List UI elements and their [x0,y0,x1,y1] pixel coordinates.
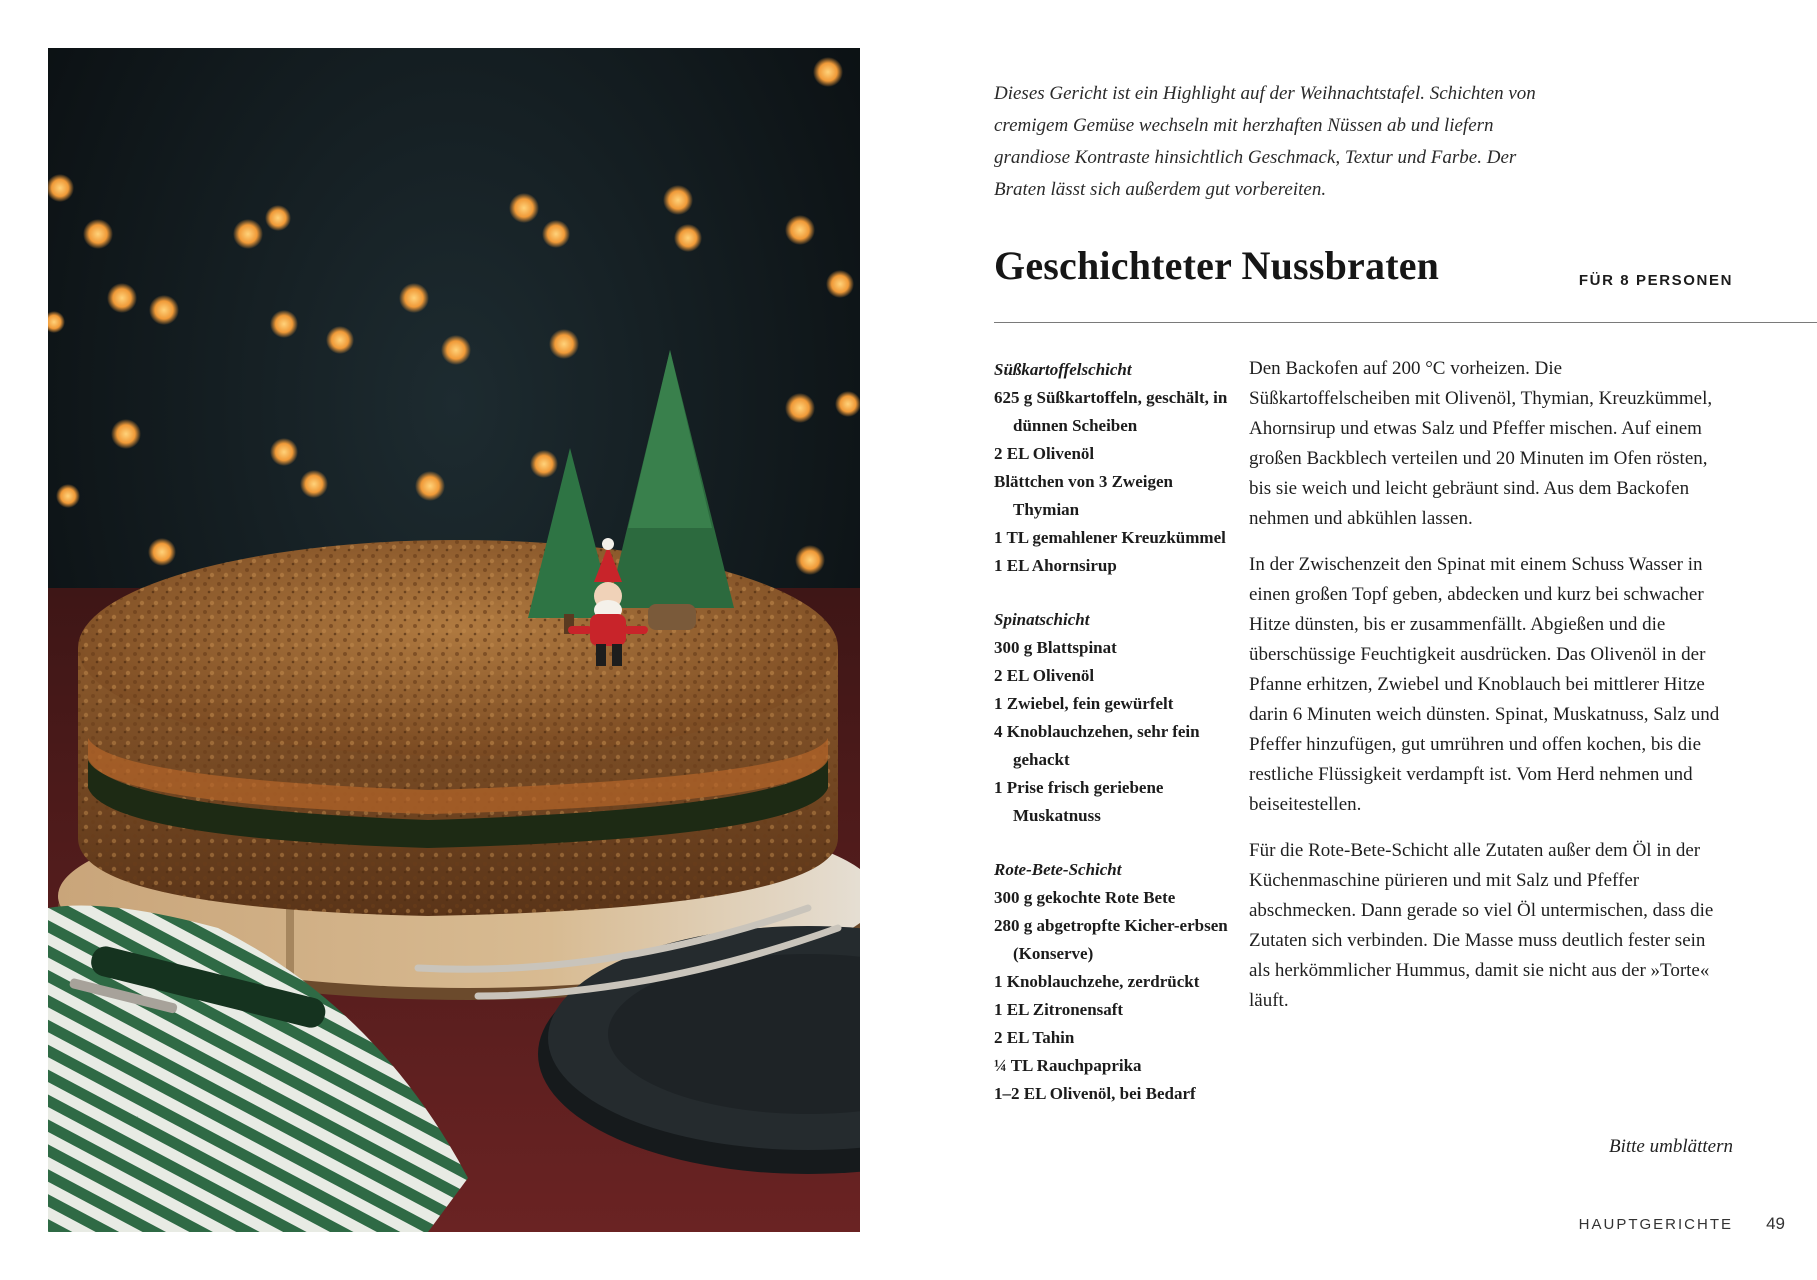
ingredient-section-spinach [994,606,1242,830]
ingredient-item: Blättchen von 3 Zweigen Thymian [994,472,1173,519]
ingredient-section-heading: Spinatschicht [994,610,1090,629]
ingredients-list [994,356,1242,1134]
method-paragraph: Für die Rote-Bete-Schicht alle Zutaten außer dem Öl in der Küchenmaschine pürieren und mit Salz und Pfeffer abschmecken. Dann gerade so viel Öl untermischen, dass die Zutaten sich verbinden. Die Masse muss deutlich fester sein als herkömmlicher Hummus, damit sie nicht aus der »Torte« läuft. [1249,840,1714,1011]
ingredient-item: 1 Prise frisch geriebene Muskatnuss [994,778,1164,825]
method-paragraph: Den Backofen auf 200 °C vorheizen. Die Süßkartoffelscheiben mit Olivenöl, Thymian, Kreuzkümmel, Ahornsirup und etwas Salz und Pfeffer mischen. Auf einem großen Backblech verteilen und 20 Minuten im Ofen rösten, bis sie weich und leicht gebräunt sind. Aus dem Backofen nehmen und abkühlen lassen. [1249,358,1713,529]
title-divider [994,322,1817,323]
recipe-intro: Dieses Gericht ist ein Highlight auf der Weihnachtstafel. Schichten von cremigem Gemüse wechseln mit herzhaften Nüssen ab und liefern grandiose Kontraste hinsichtlich Geschmack, Textur und Farbe. Der Braten lässt sich außerdem gut vorbereiten. [994,83,1536,200]
ingredient-item: 280 g abgetropfte Kicher-erbsen (Konserve) [994,916,1228,963]
recipe-photo [48,48,860,1232]
page-turn-note: Bitte umblättern [1608,1136,1733,1157]
ingredient-item: 1 Knoblauchzehe, zerdrückt [994,972,1200,991]
ingredient-item: ¼ TL Rauchpaprika [994,1056,1142,1075]
ingredient-item: 2 EL Olivenöl [994,444,1095,463]
ingredient-section-sweet-potato [994,356,1242,580]
servings-label: FÜR 8 PERSONEN [1578,272,1733,289]
ingredient-item: 300 g gekochte Rote Bete [994,888,1176,907]
footer-section-label: HAUPTGERICHTE [1578,1216,1733,1233]
ingredient-item: 2 EL Olivenöl [994,666,1095,685]
ingredient-item: 2 EL Tahin [994,1028,1075,1047]
ingredient-section-heading: Rote-Bete-Schicht [994,860,1122,879]
page-number: 49 [1766,1214,1785,1233]
ingredient-item: 1 EL Ahornsirup [994,556,1117,575]
ingredient-item: 625 g Süßkartoffeln, geschält, in dünnen Scheiben [994,388,1228,435]
method-paragraph: In der Zwischenzeit den Spinat mit einem Schuss Wasser in einen großen Topf geben, abdecken und kurz bei schwacher Hitze dünsten, bis er zusammenfällt. Abgießen und die überschüssige Feuchtigkeit ausdrücken. Das Olivenöl in der Pfanne erhitzen, Zwiebel und Knoblauch bei mittlerer Hitze darin 6 Minuten weich dünsten. Spinat, Muskatnuss, Salz und Pfeffer hinzufügen, gut umrühren und offen kochen, bis die restliche Flüssigkeit verdampft ist. Vom Herd nehmen und beiseitestellen. [1249,554,1720,815]
ingredient-item: 1–2 EL Olivenöl, bei Bedarf [994,1084,1196,1103]
method-steps [1249,354,1721,1032]
ingredient-item: 300 g Blattspinat [994,638,1117,657]
ingredient-item: 1 Zwiebel, fein gewürfelt [994,694,1174,713]
ingredient-item: 4 Knoblauchzehen, sehr fein gehackt [994,722,1200,769]
ingredient-item: 1 EL Zitronensaft [994,1000,1124,1019]
ingredient-section-beetroot [994,856,1242,1108]
recipe-title: Geschichteter Nussbraten [994,243,1440,288]
ingredient-item: 1 TL gemahlener Kreuzkümmel [994,528,1226,547]
ingredient-section-heading: Süßkartoffelschicht [994,360,1132,379]
nut-roast-illustration [48,48,860,1232]
